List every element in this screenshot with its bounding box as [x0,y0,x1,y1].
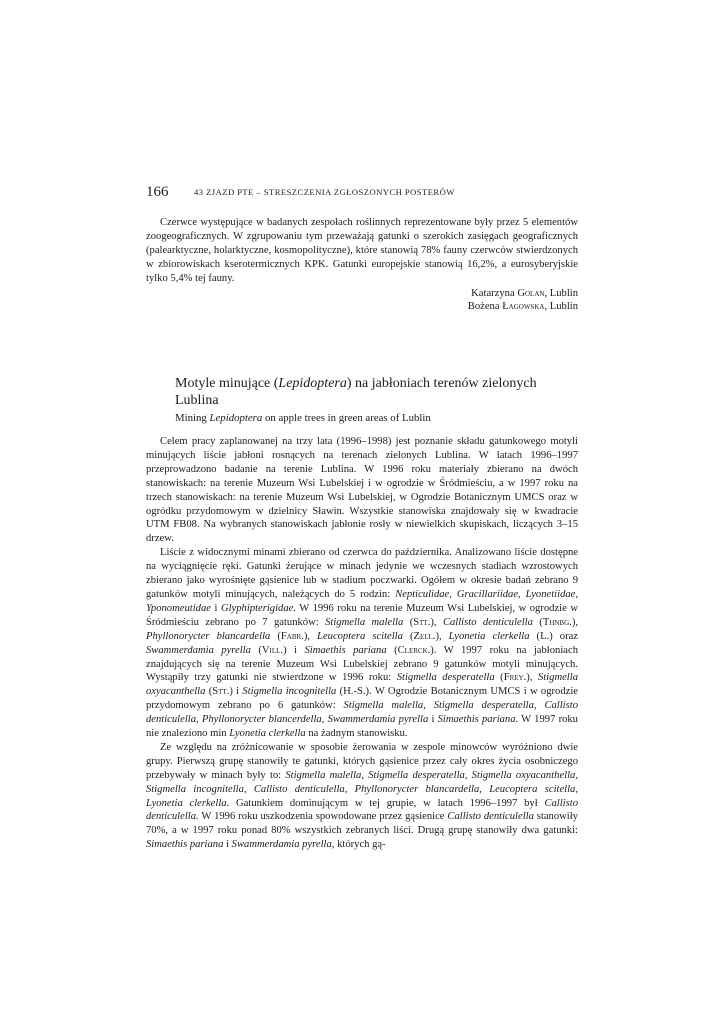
article-body [146,435,578,852]
body-paragraph-3: Ze względu na zróżnicowanie w sposobie żerowania w zespole minowców wyróżniono dwie grupy. Pierwszą grupę stanowiły te gatunki, których gąsienice przez cały okres życia osobniczego przebywały w minach były to: Stigmella malella, Stigmella desperatella, Stigmella oxyacanthella, Stigmella incognitella, Callisto denticulella, Phyllonorycter blancardella, Leucoptera scitella, Lyonetia clerkella. Gatunkiem dominującym w tej grupie, w latach 1996–1997 był Callisto denticulella. W 1996 roku uszkodzenia spowodowane przez gąsienice Callisto denticulella stanowiły 70%, a w 1997 roku ponad 80% wszystkich zebranych liści. Drugą grupę stanowiły dwa gatunki: Simaethis pariana i Swammerdamia pyrella, których gą- [146,741,578,851]
page-number: 166 [146,184,169,200]
author-line-1: Katarzyna Golan, Lublin [471,287,578,299]
body-paragraph-2: Liście z widocznymi minami zbierano od czerwca do października. Analizowano liście dostępne na wyciągnięcie ręki. Gatunki żerujące w minach jedynie we wczesnych stadiach wzrostowych zbierano jako wyrośnięte gąsienice lub w stadium poczwarki. Ogółem w okresie badań zebrano 9 gatunków motyli minujących, należących do 5 rodzin: Nepticulidae, Gracillariidae, Lyonetiidae, Yponomeutidae i Glyphipterigidae. W 1996 roku na terenie Muzeum Wsi Lubelskiej, w ogrodzie w Śródmieściu zebrano po 7 gatunków: Stigmella malella (Stt.), Callisto denticulella (Thnbg.), Phyllonorycter blancardella (Fabr.), Leucoptera scitella (Zell.), Lyonetia clerkella (L.) oraz Swammerdamia pyrella (Vill.) i Simaethis pariana (Clerck.). W 1997 roku na jabłoniach znajdujących się na terenie Muzeum Wsi Lubelskiej zebrano 9 gatunków motyli minujących. Wystąpiły trzy gatunki nie stwierdzone w 1996 roku: Stigmella desperatella (Frey.), Stigmella oxyacanthella (Stt.) i Stigmella incognitella (H.-S.). W Ogrodzie Botanicznym UMCS i w ogrodzie przydomowym zebrano po 6 gatunków: Stigmella malella, Stigmella desperatella, Callisto denticulella, Phyllonorycter blancerdella, Swammerdamia pyrella i Simaethis pariana. W 1997 roku nie znaleziono min Lyonetia clerkella na żadnym stanowisku. [146,547,579,740]
author-line-2: Bożena Łagowska, Lublin [467,301,578,313]
previous-abstract-end [146,216,578,314]
article-subtitle: Mining Lepidoptera on apple trees in green areas of Lublin [175,412,431,424]
previous-abstract-paragraph: Czerwce występujące w badanych zespołach roślinnych reprezentowane były przez 5 elementów zoogeograficznych. W zgrupowaniu tym przeważają gatunki o szerokich zasięgach geograficznych (palearktyczne, holarktyczne, kosmopolityczne), które stanowią 78% fauny czerwców stwierdzonych w zbiorowiskach kserotermicznych KPK. Gatunki europejskie stanowią 16,2%, a eurosyberyjskie tylko 5,4% tej fauny. [146,217,578,284]
body-paragraph-1: Celem pracy zaplanowanej na trzy lata (1996–1998) jest poznanie składu gatunkowego motyli minujących liście jabłoni rosnących na terenach zielonych Lublina. W latach 1996–1997 przeprowadzono badanie na terenie Lublina. W 1996 roku materiały zbierano na dwóch stanowiskach: na terenie Muzeum Wsi Lubelskiej i w ogrodzie w Śródmieściu, a w 1997 roku na trzech stanowiskach: na terenie Muzeum Wsi Lubelskiej, w Ogrodzie Botanicznym UMCS oraz w ogródku przydomowym w dzielnicy Sławin. Wszystkie stanowiska znajdowały się w kwadracie UTM FB08. Na wybranych stanowiskach jabłonie rosły w niewielkich skupiskach, liczących 3–15 drzew. [146,436,578,545]
article-title: Motyle minujące (Lepidoptera) na jabłoniach terenów zielonych Lublina [175,376,537,408]
running-head: 43 ZJAZD PTE – STRESZCZENIA ZGŁOSZONYCH POSTERÓW [194,187,455,197]
